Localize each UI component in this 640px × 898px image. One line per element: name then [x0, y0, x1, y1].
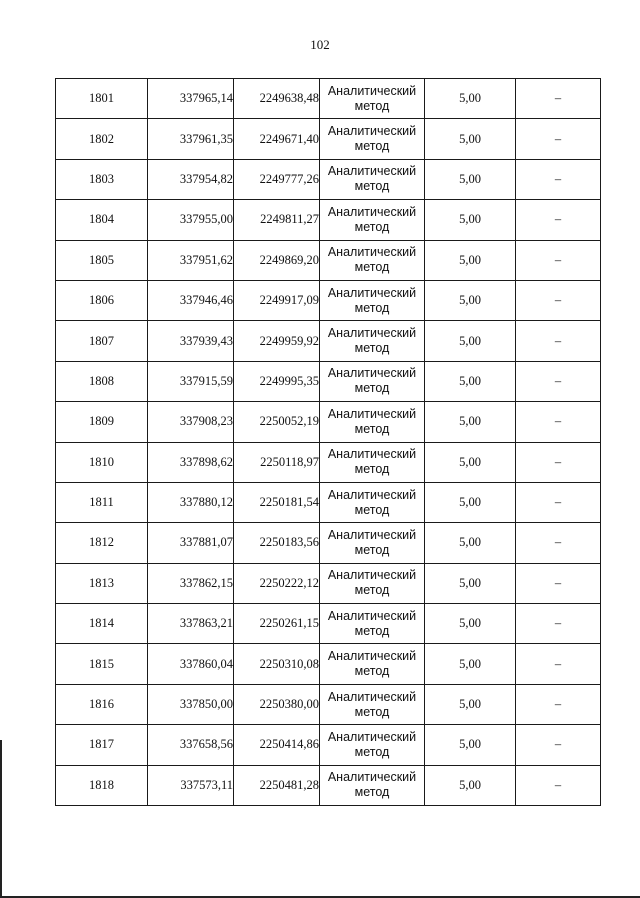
method-line-1: Аналитический — [327, 729, 417, 744]
table-row — [56, 644, 601, 684]
table-body — [56, 79, 601, 806]
description-cell: – — [516, 159, 601, 199]
y-coordinate-cell: 2250181,54 — [234, 482, 320, 522]
description-cell: – — [516, 725, 601, 765]
point-number-cell: 1814 — [56, 604, 148, 644]
description-cell: – — [516, 240, 601, 280]
method-line-2: метод — [354, 300, 390, 315]
accuracy-cell: 5,00 — [425, 604, 516, 644]
method-line-1: Аналитический — [327, 366, 417, 381]
accuracy-cell: 5,00 — [425, 684, 516, 724]
method-line-2: метод — [354, 583, 390, 598]
x-coordinate-cell: 337965,14 — [148, 79, 234, 119]
method-line-2: метод — [354, 664, 390, 679]
method-cell — [320, 765, 425, 805]
table-row — [56, 482, 601, 522]
method-cell — [320, 200, 425, 240]
y-coordinate-cell: 2250481,28 — [234, 765, 320, 805]
y-coordinate-cell: 2250183,56 — [234, 523, 320, 563]
y-coordinate-cell: 2250261,15 — [234, 604, 320, 644]
y-coordinate-cell: 2249638,48 — [234, 79, 320, 119]
method-cell — [320, 321, 425, 361]
table-row — [56, 79, 601, 119]
method-line-2: метод — [354, 98, 390, 113]
y-coordinate-cell: 2249811,27 — [234, 200, 320, 240]
method-cell — [320, 684, 425, 724]
method-line-2: метод — [354, 381, 390, 396]
method-line-2: метод — [354, 704, 390, 719]
description-cell: – — [516, 321, 601, 361]
point-number-cell: 1811 — [56, 482, 148, 522]
y-coordinate-cell: 2249995,35 — [234, 361, 320, 401]
method-line-1: Аналитический — [327, 326, 417, 341]
description-cell: – — [516, 402, 601, 442]
point-number-cell: 1803 — [56, 159, 148, 199]
method-line-1: Аналитический — [327, 285, 417, 300]
x-coordinate-cell: 337881,07 — [148, 523, 234, 563]
method-line-2: метод — [354, 744, 390, 759]
method-cell — [320, 240, 425, 280]
point-number-cell: 1808 — [56, 361, 148, 401]
method-line-1: Аналитический — [327, 204, 417, 219]
method-line-1: Аналитический — [327, 608, 417, 623]
point-number-cell: 1804 — [56, 200, 148, 240]
x-coordinate-cell: 337573,11 — [148, 765, 234, 805]
point-number-cell: 1807 — [56, 321, 148, 361]
x-coordinate-cell: 337658,56 — [148, 725, 234, 765]
x-coordinate-cell: 337955,00 — [148, 200, 234, 240]
table-row — [56, 159, 601, 199]
method-line-2: метод — [354, 341, 390, 356]
method-line-1: Аналитический — [327, 406, 417, 421]
description-cell: – — [516, 361, 601, 401]
method-line-1: Аналитический — [327, 770, 417, 785]
description-cell: – — [516, 119, 601, 159]
point-number-cell: 1802 — [56, 119, 148, 159]
method-line-1: Аналитический — [327, 447, 417, 462]
x-coordinate-cell: 337951,62 — [148, 240, 234, 280]
method-cell — [320, 79, 425, 119]
accuracy-cell: 5,00 — [425, 361, 516, 401]
description-cell: – — [516, 684, 601, 724]
method-cell — [320, 361, 425, 401]
accuracy-cell: 5,00 — [425, 523, 516, 563]
method-cell — [320, 523, 425, 563]
accuracy-cell: 5,00 — [425, 200, 516, 240]
method-line-1: Аналитический — [327, 124, 417, 139]
table-row — [56, 200, 601, 240]
method-line-2: метод — [354, 260, 390, 275]
y-coordinate-cell: 2249777,26 — [234, 159, 320, 199]
table-row — [56, 684, 601, 724]
x-coordinate-cell: 337850,00 — [148, 684, 234, 724]
accuracy-cell: 5,00 — [425, 482, 516, 522]
method-line-1: Аналитический — [327, 487, 417, 502]
y-coordinate-cell: 2250222,12 — [234, 563, 320, 603]
method-line-1: Аналитический — [327, 83, 417, 98]
description-cell: – — [516, 644, 601, 684]
method-line-2: метод — [354, 462, 390, 477]
method-line-2: метод — [354, 139, 390, 154]
accuracy-cell: 5,00 — [425, 402, 516, 442]
table-row — [56, 119, 601, 159]
point-number-cell: 1813 — [56, 563, 148, 603]
method-cell — [320, 644, 425, 684]
method-cell — [320, 159, 425, 199]
table-row — [56, 240, 601, 280]
accuracy-cell: 5,00 — [425, 321, 516, 361]
method-line-1: Аналитический — [327, 245, 417, 260]
x-coordinate-cell: 337862,15 — [148, 563, 234, 603]
description-cell: – — [516, 200, 601, 240]
description-cell: – — [516, 563, 601, 603]
method-cell — [320, 563, 425, 603]
accuracy-cell: 5,00 — [425, 280, 516, 320]
method-line-2: метод — [354, 179, 390, 194]
point-number-cell: 1801 — [56, 79, 148, 119]
table-row — [56, 402, 601, 442]
accuracy-cell: 5,00 — [425, 79, 516, 119]
x-coordinate-cell: 337939,43 — [148, 321, 234, 361]
y-coordinate-cell: 2250380,00 — [234, 684, 320, 724]
method-cell — [320, 119, 425, 159]
point-number-cell: 1817 — [56, 725, 148, 765]
method-line-2: метод — [354, 219, 390, 234]
method-line-1: Аналитический — [327, 164, 417, 179]
x-coordinate-cell: 337863,21 — [148, 604, 234, 644]
description-cell: – — [516, 765, 601, 805]
x-coordinate-cell: 337908,23 — [148, 402, 234, 442]
method-line-2: метод — [354, 502, 390, 517]
table-row — [56, 765, 601, 805]
y-coordinate-cell: 2250414,86 — [234, 725, 320, 765]
table-row — [56, 361, 601, 401]
x-coordinate-cell: 337915,59 — [148, 361, 234, 401]
x-coordinate-cell: 337880,12 — [148, 482, 234, 522]
y-coordinate-cell: 2249671,40 — [234, 119, 320, 159]
point-number-cell: 1818 — [56, 765, 148, 805]
description-cell: – — [516, 280, 601, 320]
point-number-cell: 1812 — [56, 523, 148, 563]
description-cell: – — [516, 79, 601, 119]
x-coordinate-cell: 337961,35 — [148, 119, 234, 159]
x-coordinate-cell: 337898,62 — [148, 442, 234, 482]
y-coordinate-cell: 2249869,20 — [234, 240, 320, 280]
method-cell — [320, 725, 425, 765]
point-number-cell: 1809 — [56, 402, 148, 442]
method-cell — [320, 482, 425, 522]
point-number-cell: 1806 — [56, 280, 148, 320]
table-row — [56, 563, 601, 603]
point-number-cell: 1816 — [56, 684, 148, 724]
scan-edge — [0, 740, 2, 898]
method-line-2: метод — [354, 623, 390, 638]
table-row — [56, 523, 601, 563]
method-line-2: метод — [354, 542, 390, 557]
description-cell: – — [516, 442, 601, 482]
y-coordinate-cell: 2250118,97 — [234, 442, 320, 482]
method-line-1: Аналитический — [327, 527, 417, 542]
accuracy-cell: 5,00 — [425, 442, 516, 482]
point-number-cell: 1810 — [56, 442, 148, 482]
y-coordinate-cell: 2250052,19 — [234, 402, 320, 442]
accuracy-cell: 5,00 — [425, 644, 516, 684]
x-coordinate-cell: 337860,04 — [148, 644, 234, 684]
method-cell — [320, 280, 425, 320]
table-row — [56, 442, 601, 482]
method-line-1: Аналитический — [327, 649, 417, 664]
point-number-cell: 1805 — [56, 240, 148, 280]
accuracy-cell: 5,00 — [425, 240, 516, 280]
y-coordinate-cell: 2249959,92 — [234, 321, 320, 361]
x-coordinate-cell: 337946,46 — [148, 280, 234, 320]
accuracy-cell: 5,00 — [425, 563, 516, 603]
description-cell: – — [516, 604, 601, 644]
method-cell — [320, 442, 425, 482]
method-line-1: Аналитический — [327, 568, 417, 583]
description-cell: – — [516, 482, 601, 522]
method-cell — [320, 402, 425, 442]
point-number-cell: 1815 — [56, 644, 148, 684]
accuracy-cell: 5,00 — [425, 159, 516, 199]
accuracy-cell: 5,00 — [425, 765, 516, 805]
description-cell: – — [516, 523, 601, 563]
method-line-2: метод — [354, 785, 390, 800]
method-cell — [320, 604, 425, 644]
table-row — [56, 321, 601, 361]
method-line-1: Аналитический — [327, 689, 417, 704]
table-row — [56, 604, 601, 644]
accuracy-cell: 5,00 — [425, 119, 516, 159]
coordinates-table — [55, 78, 601, 806]
table-row — [56, 725, 601, 765]
table-row — [56, 280, 601, 320]
accuracy-cell: 5,00 — [425, 725, 516, 765]
method-line-2: метод — [354, 421, 390, 436]
page-number: 102 — [310, 37, 330, 52]
y-coordinate-cell: 2249917,09 — [234, 280, 320, 320]
x-coordinate-cell: 337954,82 — [148, 159, 234, 199]
y-coordinate-cell: 2250310,08 — [234, 644, 320, 684]
